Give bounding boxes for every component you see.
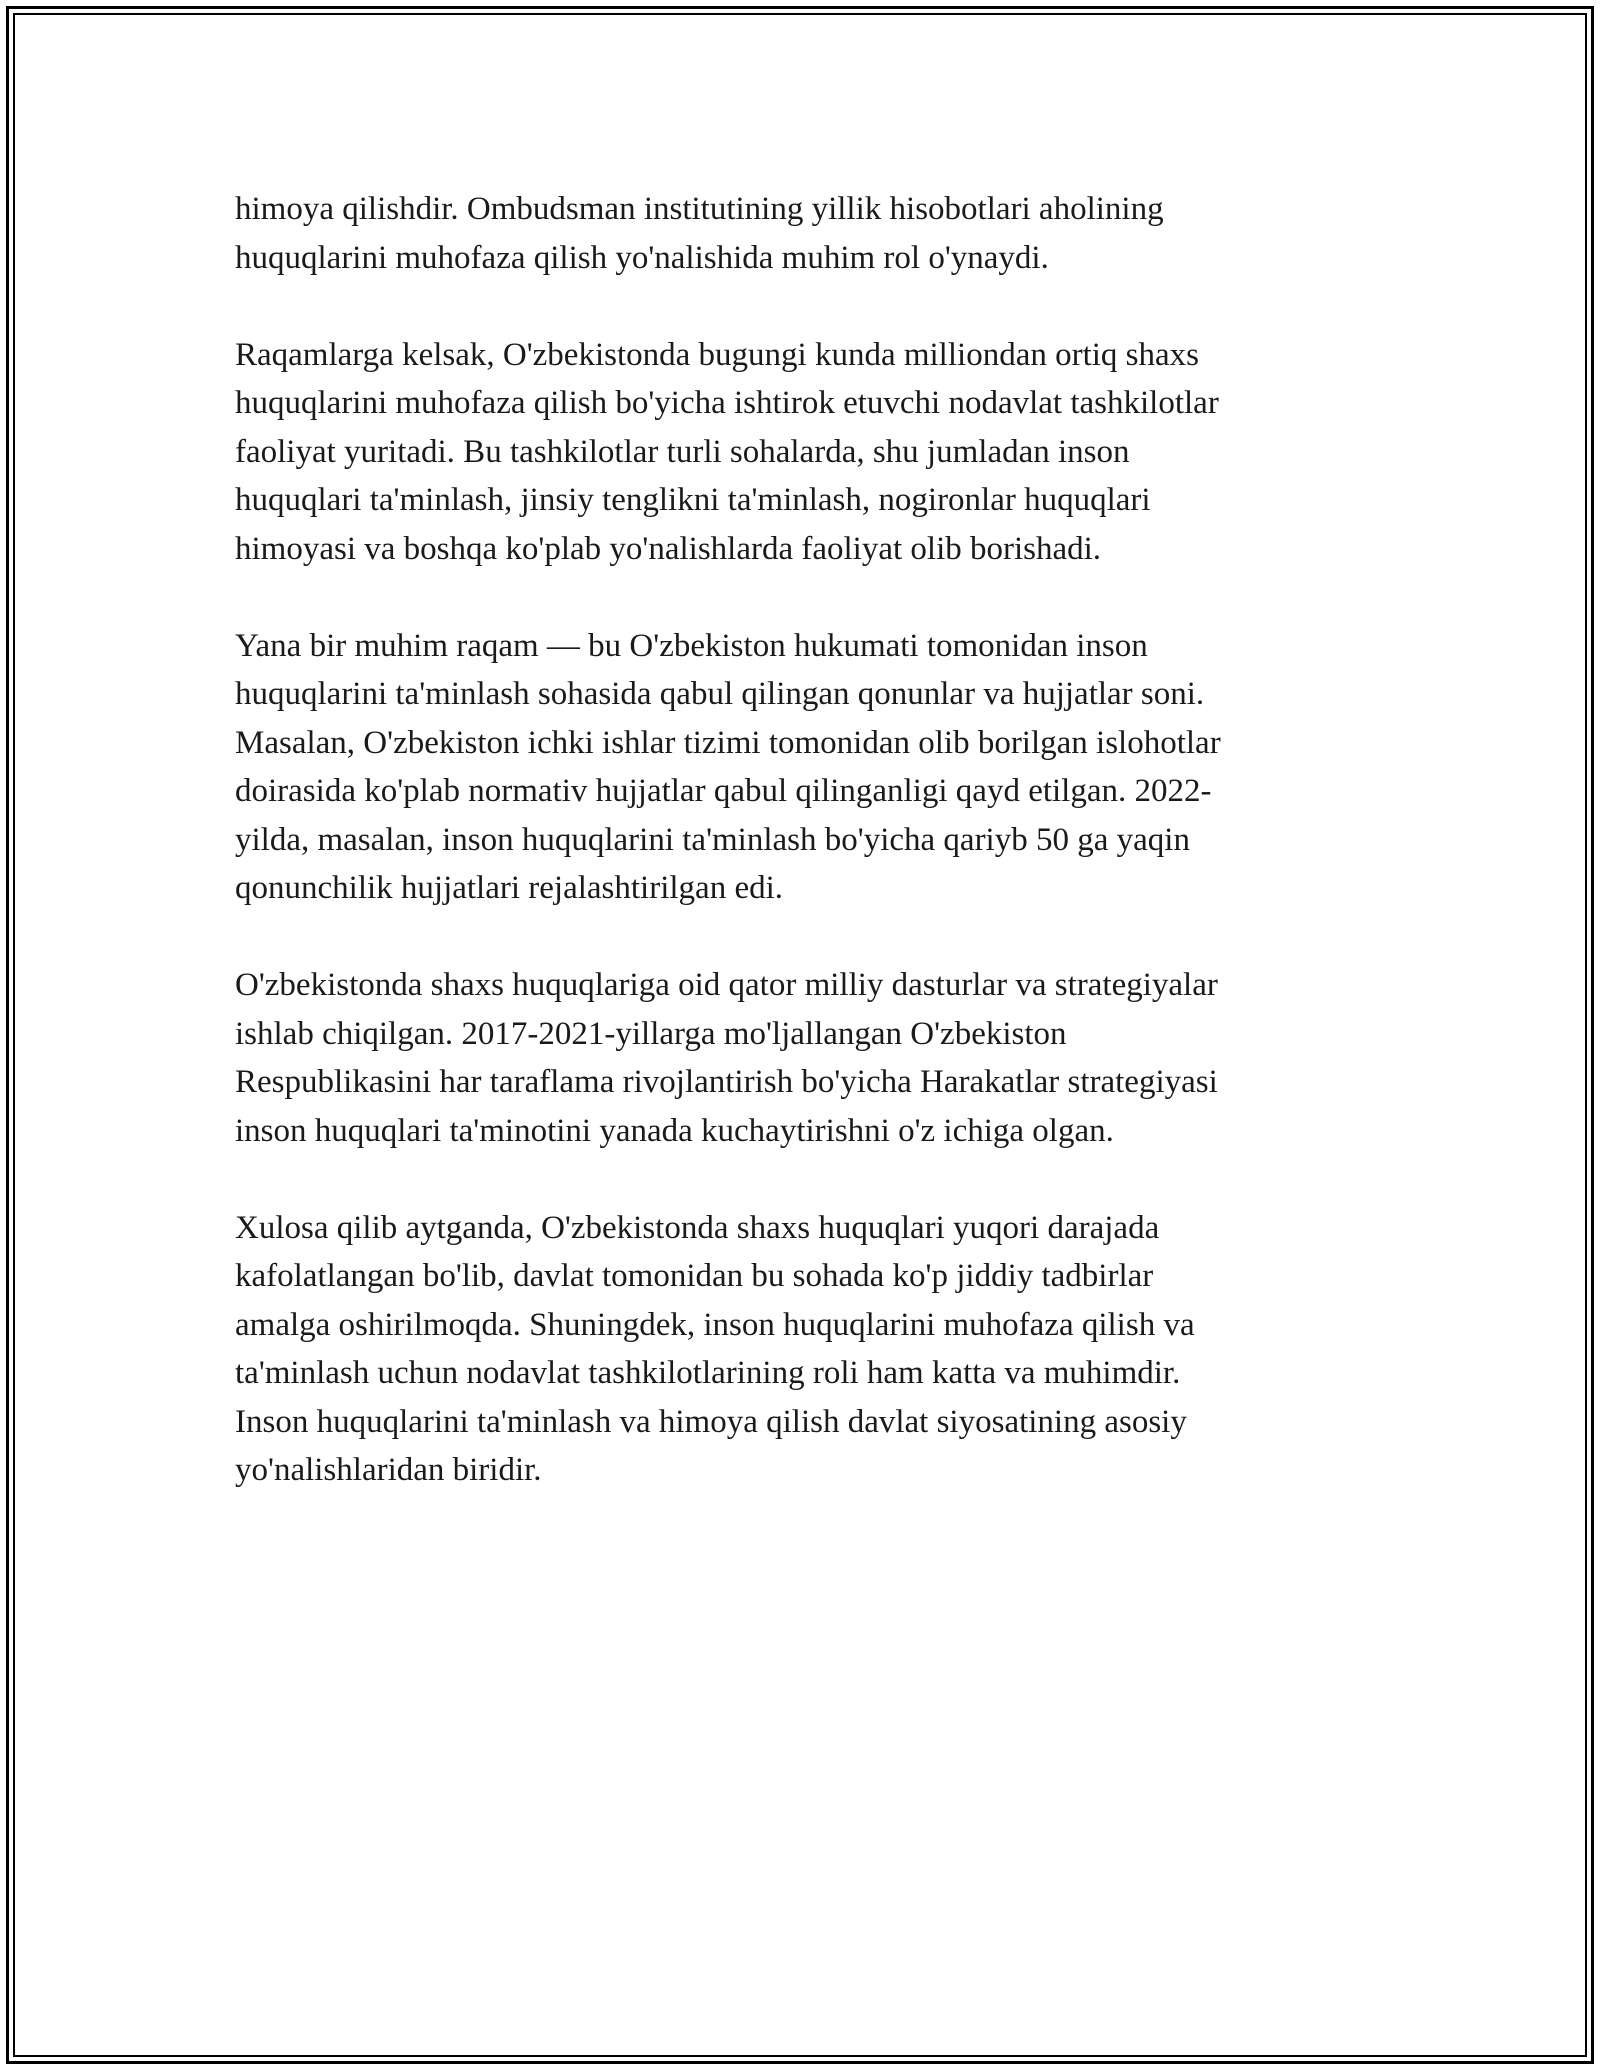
- document-body: [235, 185, 1365, 1543]
- paragraph-2: Raqamlarga kelsak, O'zbekistonda bugungi kunda milliondan ortiq shaxs huquqlarini muhofaza qilish bo'yicha ishtirok etuvchi nodavlat tashkilotlar faoliyat yuritadi. Bu tashkilotlar turli sohalarda, shu jumladan inson huquqlari ta'minlash, jinsiy tenglikni ta'minlash, nogironlar huquqlari himoyasi va boshqa ko'plab yo'nalishlarda faoliyat olib borishadi.: [235, 336, 1219, 567]
- paragraph-5: Xulosa qilib aytganda, O'zbekistonda shaxs huquqlari yuqori darajada kafolatlangan bo'lib, davlat tomonidan bu sohada ko'p jiddiy tadbirlar amalga oshirilmoqda. Shuningdek, inson huquqlarini muhofaza qilish va ta'minlash uchun nodavlat tashkilotlarining roli ham katta va muhimdir. Inson huquqlarini ta'minlash va himoya qilish davlat siyosatining asosiy yo'nalishlaridan biridir.: [235, 1209, 1195, 1488]
- paragraph-4: O'zbekistonda shaxs huquqlariga oid qator milliy dasturlar va strategiyalar ishlab chiqilgan. 2017-2021-yillarga mo'ljallangan O'zbekiston Respublikasini har taraflama rivojlantirish bo'yicha Harakatlar strategiyasi inson huquqlari ta'minotini yanada kuchaytirishni o'z ichiga olgan.: [235, 967, 1218, 1149]
- paragraph-3: Yana bir muhim raqam — bu O'zbekiston hukumati tomonidan inson huquqlarini ta'minlash sohasida qabul qilingan qonunlar va hujjatlar soni. Masalan, O'zbekiston ichki ishlar tizimi tomonidan olib borilgan islohotlar doirasida ko'plab normativ hujjatlar qabul qilinganligi qayd etilgan. 2022- yilda, masalan, inson huquqlarini ta'minlash bo'yicha qariyb 50 ga yaqin qonunchilik hujjatlari rejalashtirilgan edi.: [235, 627, 1221, 906]
- paragraph-1: himoya qilishdir. Ombudsman institutining yillik hisobotlari aholining huquqlarini muhofaza qilish yo'nalishida muhim rol o'ynaydi.: [235, 191, 1164, 276]
